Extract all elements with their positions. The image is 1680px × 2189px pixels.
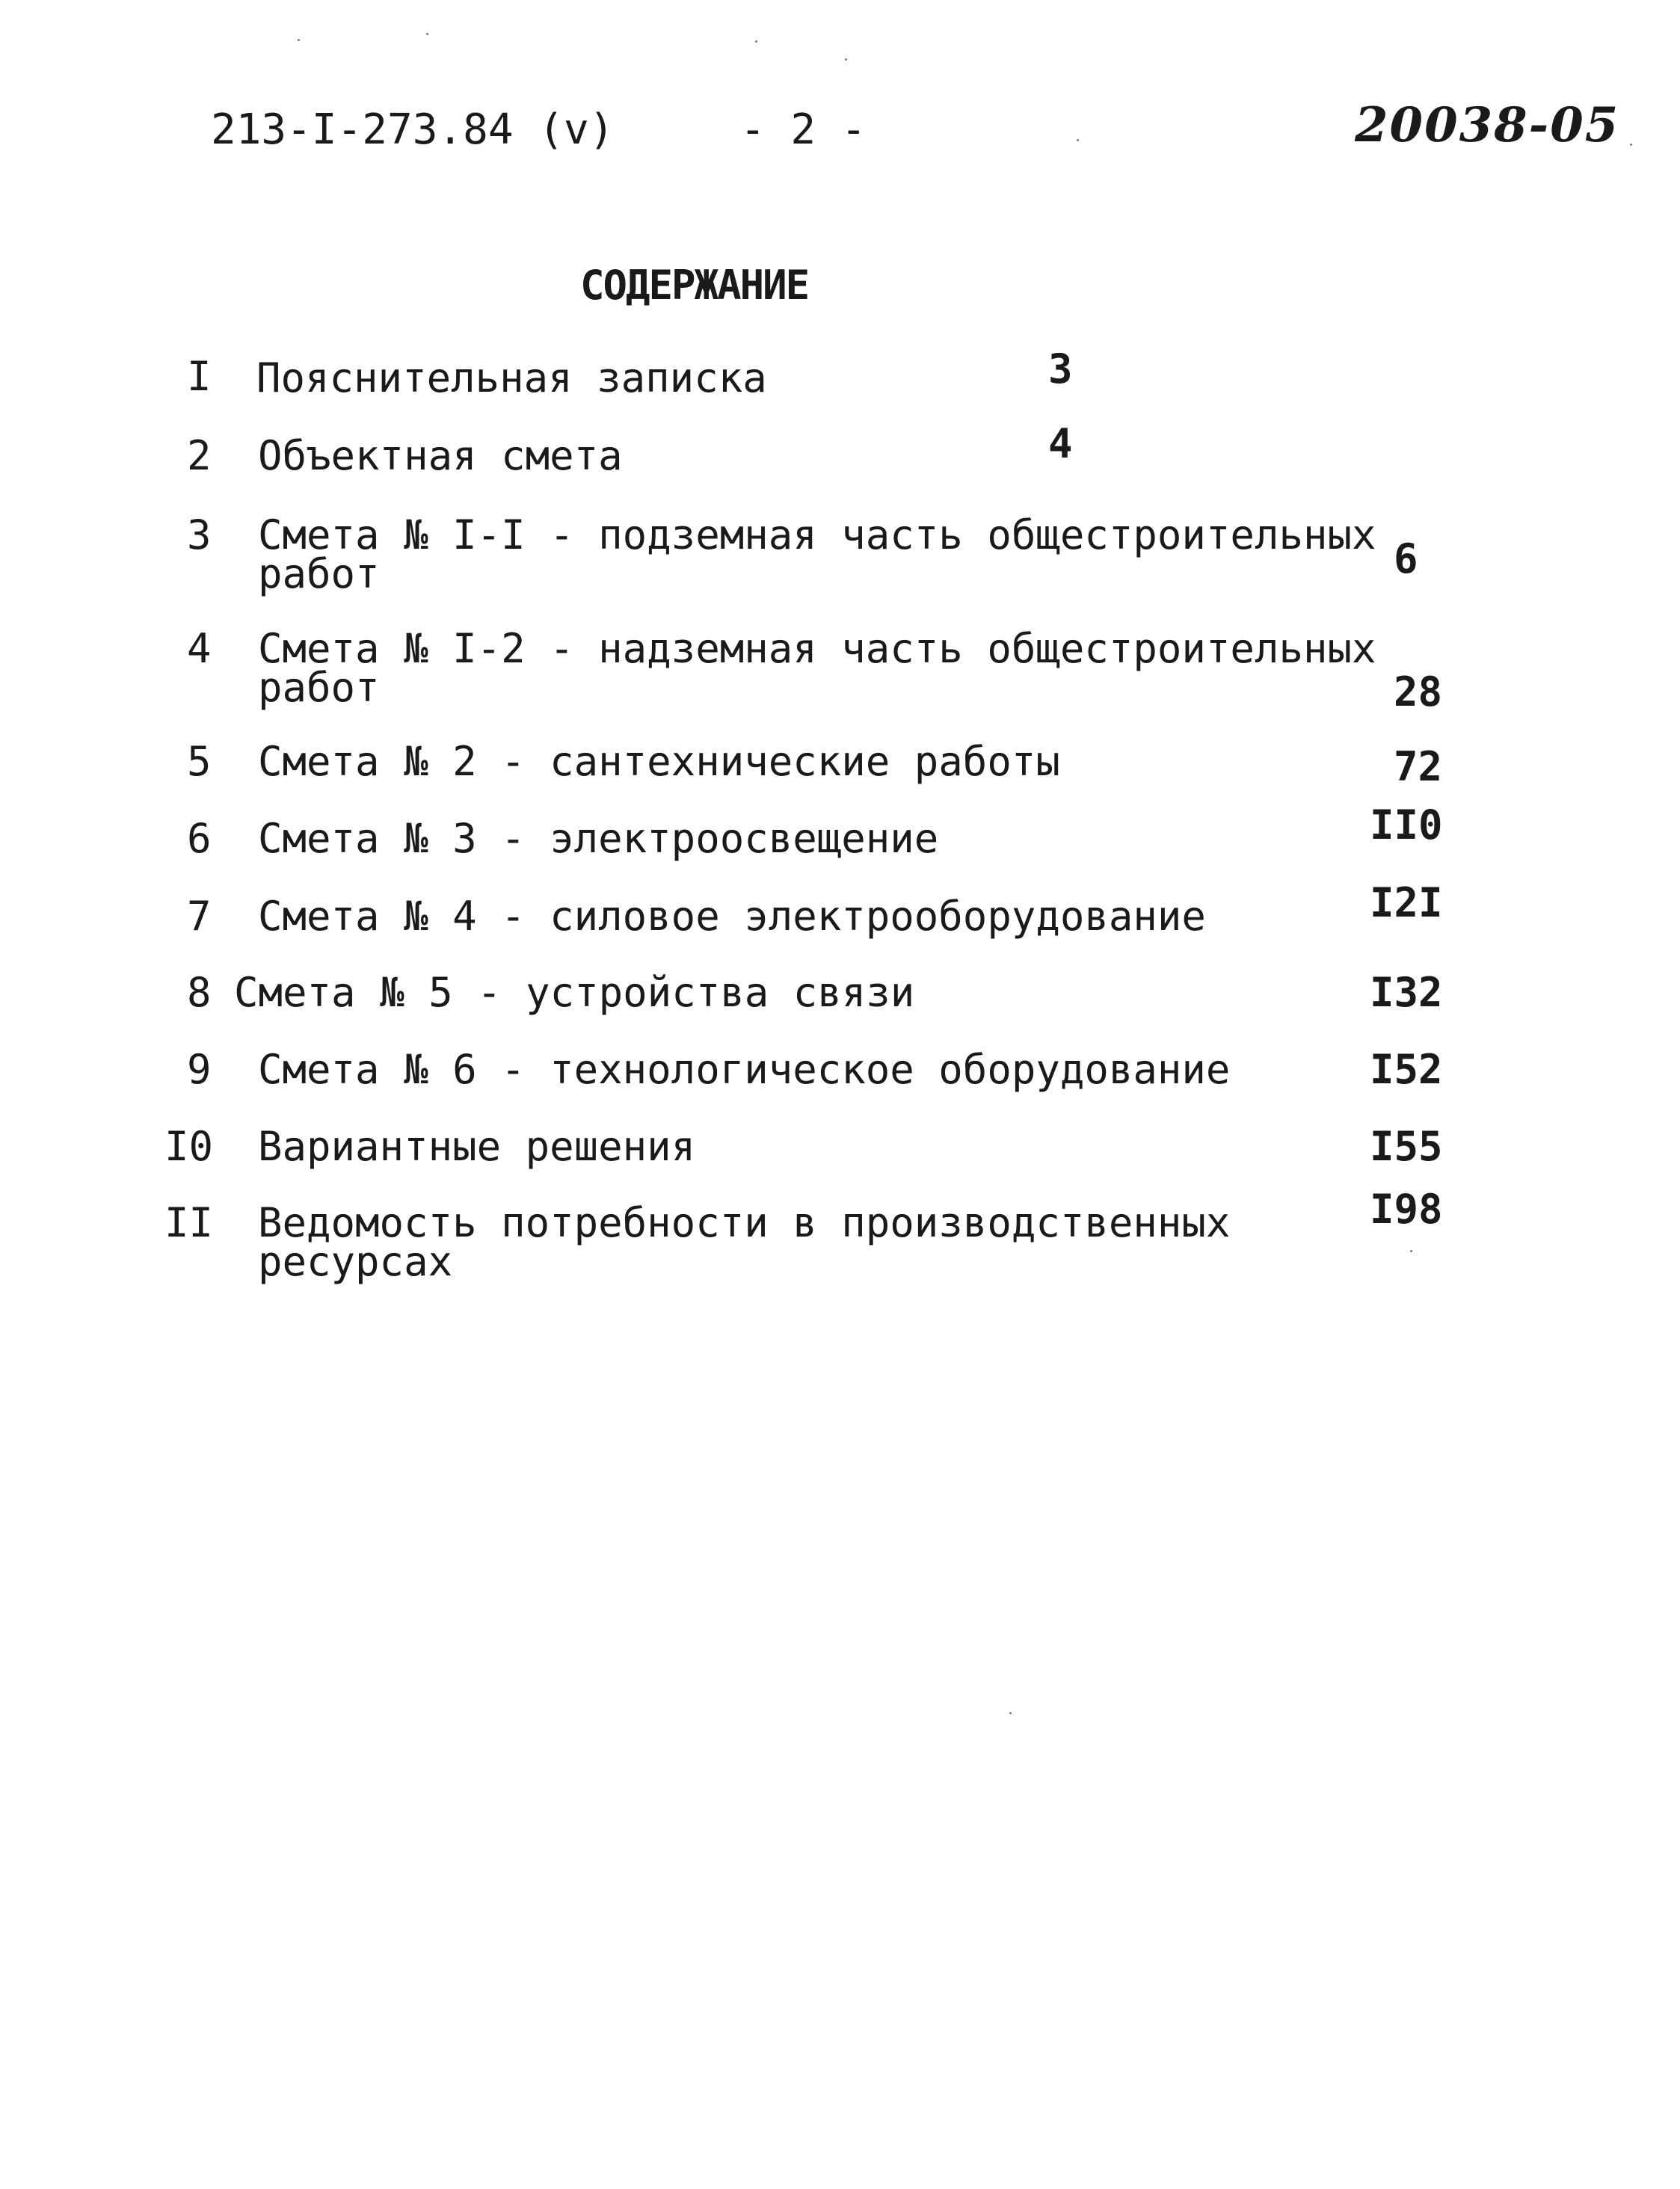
toc-item-label: Объектная смета <box>258 432 623 479</box>
toc-item-number: 4 <box>187 625 212 672</box>
scan-speck <box>1077 139 1079 141</box>
toc-item-number: 6 <box>187 815 212 862</box>
scan-speck <box>298 39 300 41</box>
toc-item-number: I0 <box>164 1123 214 1170</box>
toc-item-number: 7 <box>187 893 212 940</box>
toc-item-number: I <box>187 353 212 400</box>
toc-item-page: 4 <box>1048 420 1073 467</box>
toc-item-number: 3 <box>187 511 212 558</box>
scan-speck <box>1009 1712 1012 1714</box>
scan-speck <box>845 58 847 61</box>
toc-item-label: Пояснительная записка <box>256 354 767 401</box>
toc-item-label: Смета № I-2 - надземная часть общестроительных работ <box>258 625 1376 711</box>
scan-speck <box>1630 144 1632 146</box>
registration-number: 20038-05 <box>1355 97 1620 153</box>
toc-item-page: I98 <box>1370 1186 1443 1233</box>
toc-item-label: Смета № 4 - силовое электрооборудование <box>258 893 1206 940</box>
toc-item-label: Ведомость потребности в производственных ресурсах <box>258 1199 1231 1285</box>
toc-item-label: Вариантные решения <box>258 1123 696 1170</box>
toc-item-page: 28 <box>1394 668 1443 715</box>
toc-item-label: Смета № 3 - электроосвещение <box>258 815 939 862</box>
toc-item-label: Смета № 6 - технологическое оборудование <box>258 1046 1231 1093</box>
toc-item-label: Смета № I-I - подземная часть общестроительных работ <box>258 511 1376 597</box>
toc-item-page: II0 <box>1370 801 1443 849</box>
toc-item-page: I52 <box>1370 1046 1443 1093</box>
toc-item-page: 6 <box>1394 535 1418 582</box>
toc-item-label: Смета № 2 - сантехнические работы <box>258 738 1060 785</box>
document-code: 213-I-273.84 (v) <box>211 105 615 154</box>
toc-item-page: I32 <box>1370 969 1443 1016</box>
toc-item-number: II <box>164 1199 214 1246</box>
toc-item-label: Смета № 5 - устройства связи <box>234 969 915 1016</box>
toc-item-number: 2 <box>187 432 212 479</box>
contents-title: СОДЕРЖАНИЕ <box>580 262 809 309</box>
page-number: - 2 - <box>740 105 867 154</box>
scan-speck <box>426 33 428 35</box>
toc-item-page: 3 <box>1048 345 1073 392</box>
toc-item-number: 8 <box>187 969 212 1016</box>
toc-item-number: 5 <box>187 738 212 785</box>
toc-item-page: 72 <box>1394 743 1443 790</box>
toc-item-page: I2I <box>1370 879 1443 926</box>
toc-item-number: 9 <box>187 1046 212 1093</box>
scan-speck <box>755 40 757 43</box>
scan-speck <box>1410 1250 1412 1252</box>
toc-item-page: I55 <box>1370 1123 1443 1170</box>
